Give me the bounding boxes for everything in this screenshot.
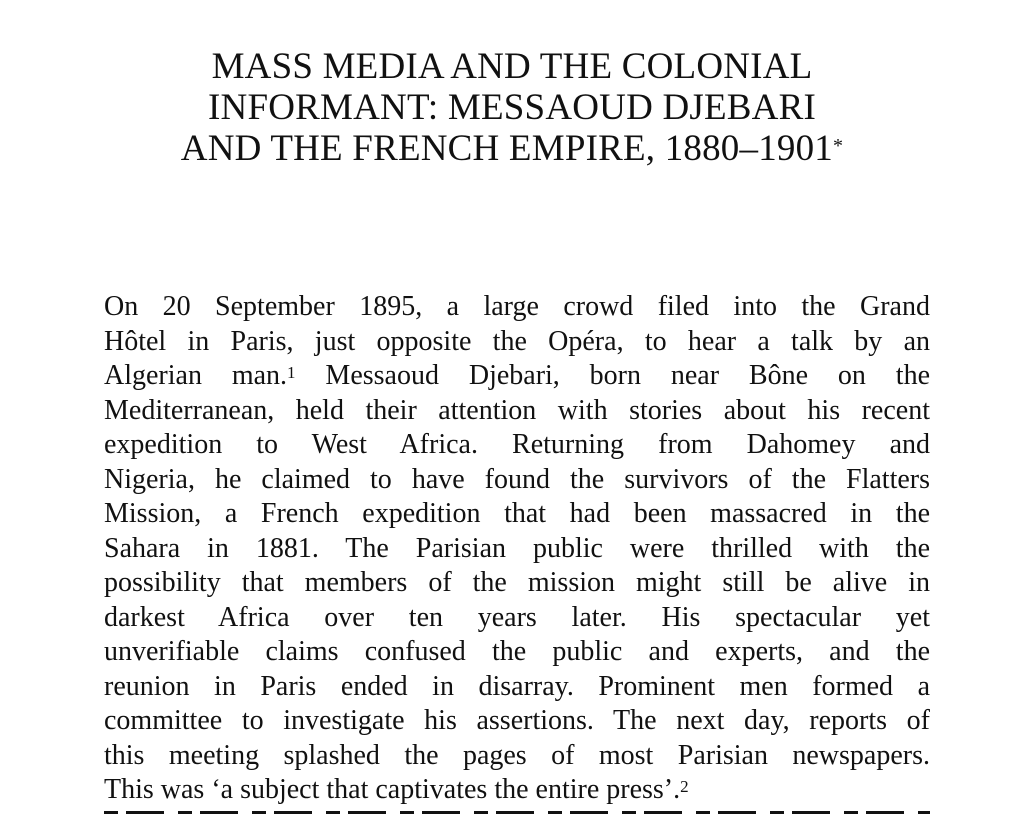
paragraph-line: darkest Africa over ten years later. His spectacular yet — [104, 601, 930, 633]
article-paragraph — [104, 290, 930, 808]
paragraph-line: Nigeria, he claimed to have found the survivors of the Flatters — [104, 463, 930, 495]
title-line-3-text: AND THE FRENCH EMPIRE, 1880–1901 — [180, 128, 834, 169]
title-line-1: MASS MEDIA AND THE COLONIAL — [211, 46, 813, 87]
paragraph-line: unverifiable claims confused the public and experts, and the — [104, 636, 930, 667]
footnote-ref-1[interactable]: 1 — [287, 363, 296, 382]
paragraph-line-part: This was ‘a subject that captivates the entire press’. — [104, 774, 681, 805]
paragraph-line — [104, 773, 930, 808]
footnote-ref-2[interactable]: 2 — [680, 777, 689, 796]
title-line-2: INFORMANT: MESSAOUD DJEBARI — [208, 87, 816, 128]
paragraph-line: possibility that members of the mission might still be alive in — [104, 567, 930, 598]
paragraph-line: On 20 September 1895, a large crowd filed into the Grand — [104, 291, 930, 322]
paragraph-line — [104, 359, 930, 394]
title-footnote-marker[interactable]: * — [833, 135, 844, 157]
paragraph-line: committee to investigate his assertions. The next day, reports of — [104, 705, 930, 736]
paragraph-line-part: Messaoud Djebari, born near Bône on the — [325, 360, 930, 391]
article-title — [0, 46, 1024, 169]
paragraph-line: Hôtel in Paris, just opposite the Opéra, to hear a talk by an — [104, 325, 930, 357]
paragraph-line: reunion in Paris ended in disarray. Prominent men formed a — [104, 670, 930, 702]
paragraph-line: expedition to West Africa. Returning from Dahomey and — [104, 429, 930, 460]
paragraph-line-part: Algerian man. — [104, 360, 288, 391]
paragraph-line: Mission, a French expedition that had been massacred in the — [104, 498, 930, 529]
paragraph-line: Sahara in 1881. The Parisian public were thrilled with the — [104, 532, 930, 564]
next-paragraph-cropped-line — [104, 808, 930, 818]
paragraph-line: Mediterranean, held their attention with stories about his recent — [104, 394, 930, 426]
paragraph-line: this meeting splashed the pages of most Parisian newspapers. — [104, 739, 930, 771]
title-line-3 — [0, 128, 1024, 169]
